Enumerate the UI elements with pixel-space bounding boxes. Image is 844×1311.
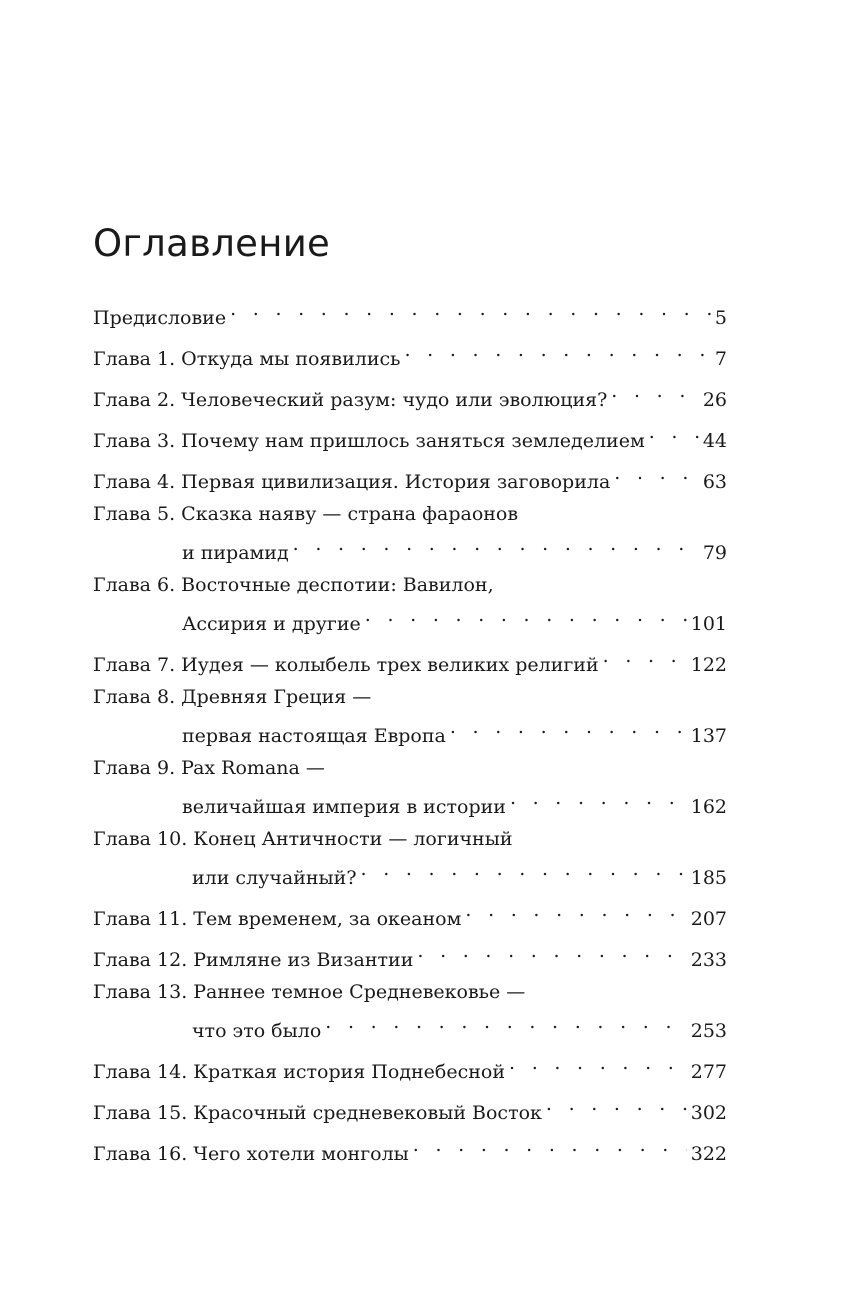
page-number: 185 xyxy=(690,867,727,889)
toc-entry-line xyxy=(93,753,727,783)
page-number: 233 xyxy=(690,949,727,971)
chapter-number: Глава 10. xyxy=(93,828,188,850)
toc-entry[interactable] xyxy=(93,335,727,370)
toc-entry[interactable] xyxy=(93,682,727,747)
toc-entry-line xyxy=(93,570,727,600)
chapter-title: Тем временем, за океаном xyxy=(193,908,462,930)
toc-entry-line xyxy=(93,641,727,676)
chapter-title: Восточные деспотии: Вавилон, xyxy=(181,574,494,596)
chapter-title: Почему нам пришлось заняться земледелием xyxy=(181,430,645,452)
toc-entry-line xyxy=(93,294,727,329)
dot-leader xyxy=(465,895,686,925)
table-of-contents xyxy=(93,294,727,1165)
toc-entry-line xyxy=(93,1089,727,1124)
page-title: Оглавление xyxy=(93,222,331,265)
chapter-title: Первая цивилизация. История заговорила xyxy=(181,471,611,493)
page-number: 277 xyxy=(690,1061,727,1083)
toc-entry[interactable] xyxy=(93,570,727,635)
toc-entry[interactable] xyxy=(93,977,727,1042)
toc-entry-line xyxy=(93,600,727,635)
page-number: 101 xyxy=(690,613,727,635)
page-number: 122 xyxy=(690,654,727,676)
chapter-title: Предисловие xyxy=(93,307,227,329)
chapter-title: Римляне из Византии xyxy=(193,949,414,971)
chapter-title: и пирамид xyxy=(182,542,289,564)
toc-entry-line xyxy=(93,854,727,889)
dot-leader xyxy=(603,641,687,671)
page-number: 302 xyxy=(690,1102,727,1124)
toc-entry[interactable] xyxy=(93,1048,727,1083)
dot-leader xyxy=(450,712,687,742)
chapter-number: Глава 2. xyxy=(93,389,176,411)
chapter-title: Иудея — колыбель трех великих религий xyxy=(181,654,599,676)
chapter-title: Древняя Греция — xyxy=(181,686,372,708)
toc-entry-line xyxy=(93,895,727,930)
page-number: 162 xyxy=(690,796,727,818)
chapter-number: Глава 16. xyxy=(93,1143,188,1165)
chapter-number: Глава 3. xyxy=(93,430,176,452)
chapter-number: Глава 7. xyxy=(93,654,176,676)
chapter-number: Глава 11. xyxy=(93,908,188,930)
chapter-title: величайшая империя в истории xyxy=(182,796,506,818)
chapter-title: Сказка наяву — страна фараонов xyxy=(181,503,519,525)
toc-entry[interactable] xyxy=(93,499,727,564)
toc-entry[interactable] xyxy=(93,417,727,452)
toc-entry[interactable] xyxy=(93,936,727,971)
chapter-title: Краткая история Поднебесной xyxy=(193,1061,506,1083)
dot-leader xyxy=(417,936,686,966)
page-number: 253 xyxy=(690,1020,727,1042)
chapter-number: Глава 5. xyxy=(93,503,176,525)
chapter-title: что это было xyxy=(192,1020,322,1042)
toc-entry-line xyxy=(93,682,727,712)
dot-leader xyxy=(546,1089,687,1119)
chapter-title: Красочный средневековый Восток xyxy=(193,1102,542,1124)
toc-entry-line xyxy=(93,499,727,529)
toc-entry-line xyxy=(93,712,727,747)
toc-entry-line xyxy=(93,783,727,818)
page-number: 79 xyxy=(702,542,727,564)
page-number: 137 xyxy=(690,725,727,747)
toc-entry-line xyxy=(93,335,727,370)
chapter-number: Глава 4. xyxy=(93,471,176,493)
chapter-title: Ассирия и другие xyxy=(182,613,361,635)
toc-entry[interactable] xyxy=(93,641,727,676)
chapter-number: Глава 12. xyxy=(93,949,188,971)
chapter-number: Глава 13. xyxy=(93,981,188,1003)
chapter-number: Глава 9. xyxy=(93,757,176,779)
page-number: 322 xyxy=(690,1143,727,1165)
chapter-title: Откуда мы появились xyxy=(181,348,401,370)
chapter-number: Глава 15. xyxy=(93,1102,188,1124)
chapter-title: Pax Romana — xyxy=(181,757,325,779)
page-number: 5 xyxy=(714,307,727,329)
page-number: 44 xyxy=(702,430,727,452)
chapter-number: Глава 6. xyxy=(93,574,176,596)
toc-entry[interactable] xyxy=(93,895,727,930)
toc-entry[interactable] xyxy=(93,376,727,411)
dot-leader xyxy=(325,1007,686,1037)
toc-entry-line xyxy=(93,529,727,564)
toc-entry[interactable] xyxy=(93,1130,727,1165)
page-number: 63 xyxy=(702,471,727,493)
dot-leader xyxy=(509,1048,687,1078)
dot-leader xyxy=(614,458,699,488)
chapter-title: Чего хотели монголы xyxy=(193,1143,409,1165)
dot-leader xyxy=(510,783,687,813)
toc-entry-line xyxy=(93,824,727,854)
dot-leader xyxy=(413,1130,687,1160)
chapter-title: Конец Античности — логичный xyxy=(193,828,513,850)
page-number: 207 xyxy=(690,908,727,930)
toc-entry[interactable] xyxy=(93,1089,727,1124)
dot-leader xyxy=(230,294,711,324)
toc-entry-line xyxy=(93,1007,727,1042)
toc-entry-line xyxy=(93,936,727,971)
chapter-title: первая настоящая Европа xyxy=(182,725,446,747)
toc-entry-line xyxy=(93,417,727,452)
chapter-title: Человеческий разум: чудо или эволюция? xyxy=(181,389,608,411)
dot-leader xyxy=(649,417,699,447)
toc-entry-line xyxy=(93,1130,727,1165)
dot-leader xyxy=(293,529,699,559)
toc-entry-line xyxy=(93,376,727,411)
toc-entry-line xyxy=(93,977,727,1007)
chapter-title: Раннее темное Средневековье — xyxy=(193,981,526,1003)
toc-entry[interactable] xyxy=(93,753,727,818)
dot-leader xyxy=(365,600,687,630)
toc-entry[interactable] xyxy=(93,824,727,889)
chapter-title: или случайный? xyxy=(192,867,357,889)
chapter-number: Глава 1. xyxy=(93,348,176,370)
dot-leader xyxy=(611,376,699,406)
page-number: 26 xyxy=(702,389,727,411)
toc-entry-line xyxy=(93,1048,727,1083)
toc-entry[interactable] xyxy=(93,458,727,493)
dot-leader xyxy=(361,854,687,884)
toc-entry-line xyxy=(93,458,727,493)
toc-entry[interactable] xyxy=(93,294,727,329)
dot-leader xyxy=(405,335,711,365)
page-number: 7 xyxy=(714,348,727,370)
chapter-number: Глава 8. xyxy=(93,686,176,708)
chapter-number: Глава 14. xyxy=(93,1061,188,1083)
